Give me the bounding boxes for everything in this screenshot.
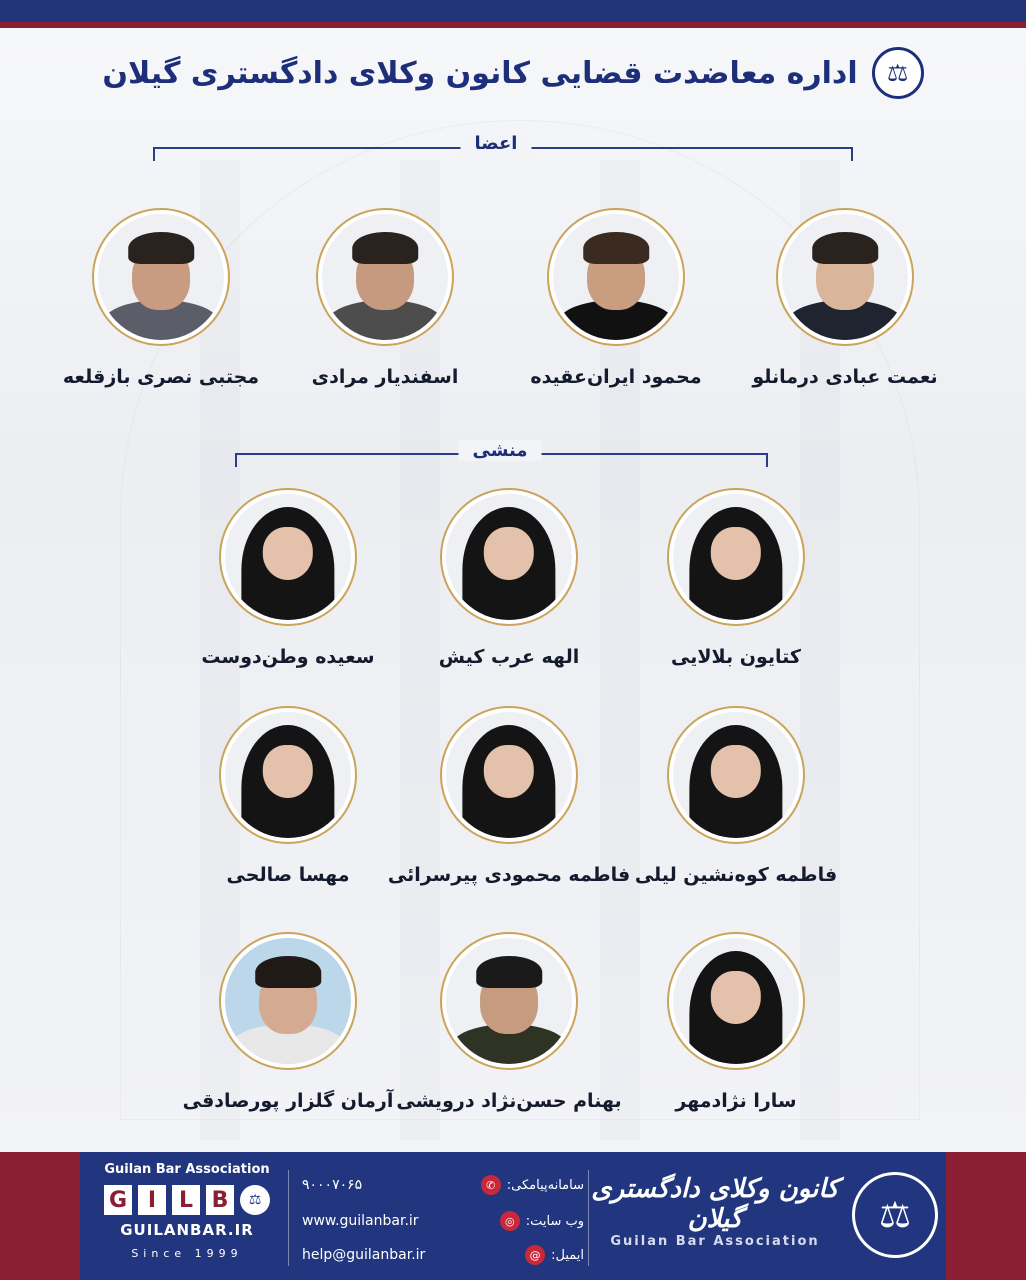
secretaries-label: منشی (458, 440, 541, 461)
page-header (0, 38, 1026, 108)
gilb-letter: I (138, 1185, 166, 1215)
member-name: اسفندیار مرادی (311, 366, 459, 388)
secretary-photo (667, 706, 805, 844)
secretary-photo (440, 932, 578, 1070)
members-label: اعضا (461, 133, 532, 154)
members-section-header (0, 130, 1026, 154)
email-value[interactable]: help@guilanbar.ir (302, 1247, 426, 1263)
member-name: مجتبی نصری بازقلعه (62, 366, 260, 388)
gilb-logo (92, 1185, 282, 1215)
secretary-card (178, 932, 398, 1112)
secretary-card (387, 706, 631, 886)
sms-value: ۹۰۰۰۷۰۶۵ (302, 1177, 363, 1193)
secretary-name: کتایون بلالایی (671, 646, 801, 668)
secretary-photo (667, 932, 805, 1070)
member-card (735, 208, 955, 388)
phone-icon: ✆ (481, 1175, 501, 1195)
secretary-name: بهنام حسن‌نژاد درویشی (396, 1090, 622, 1112)
member-photo (776, 208, 914, 346)
secretary-card (399, 488, 619, 668)
member-name: نعمت عبادی درمانلو (752, 366, 938, 388)
footer-logo-en: Guilan Bar Association (610, 1234, 820, 1249)
secretary-name: سارا نژادمهر (675, 1090, 797, 1112)
secretary-card (396, 932, 622, 1112)
member-photo (92, 208, 230, 346)
secretary-name: فاطمه محمودی پیرسرائی (387, 864, 631, 886)
secretary-card (178, 706, 398, 886)
globe-icon: ◎ (500, 1211, 520, 1231)
gilb-letter: L (172, 1185, 200, 1215)
top-navy-bar (0, 0, 1026, 22)
footer-since: Since 1999 (131, 1247, 243, 1260)
web-value[interactable]: www.guilanbar.ir (302, 1213, 419, 1229)
secretary-card (626, 932, 846, 1112)
at-icon: @ (525, 1245, 545, 1265)
web-label: وب سایت: (525, 1213, 584, 1229)
secretaries-section-header (0, 440, 1026, 460)
footer-logo-fa: کانون وکلای دادگستری گیلان (591, 1174, 839, 1234)
secretary-name: آرمان گلزار پورصادقی (182, 1090, 394, 1112)
small-emblem-icon: ⚖ (240, 1185, 270, 1215)
member-card (506, 208, 726, 388)
secretary-photo (440, 488, 578, 626)
contact-email (302, 1242, 584, 1268)
footer-site-short[interactable]: GUILANBAR.IR (120, 1221, 254, 1239)
bar-association-emblem-icon: ⚖ (872, 47, 924, 99)
footer (0, 1152, 1026, 1280)
secretary-photo (667, 488, 805, 626)
secretary-photo (219, 488, 357, 626)
secretary-photo (219, 932, 357, 1070)
member-photo (547, 208, 685, 346)
footer-brand-en: Guilan Bar Association (104, 1162, 270, 1177)
secretary-name: سعیده وطن‌دوست (201, 646, 375, 668)
secretary-card (626, 488, 846, 668)
member-photo (316, 208, 454, 346)
secretary-photo (440, 706, 578, 844)
secretary-name: الهه عرب کیش (438, 646, 580, 668)
email-label: ایمیل: (551, 1247, 584, 1263)
secretary-card (626, 706, 846, 886)
sms-label: سامانه‌پیامکی: (506, 1177, 584, 1193)
member-card (275, 208, 495, 388)
member-name: محمود ایران‌عقیده (530, 366, 702, 388)
top-maroon-stripe (0, 22, 1026, 28)
footer-emblem-icon: ⚖ (852, 1172, 938, 1258)
secretary-photo (219, 706, 357, 844)
secretary-name: فاطمه کوه‌نشین لیلی (634, 864, 838, 886)
page-title: اداره معاضدت قضایی کانون وکلای دادگستری گیلان (102, 55, 858, 91)
member-card (51, 208, 271, 388)
secretary-name: مهسا صالحی (226, 864, 350, 886)
footer-brand (92, 1162, 282, 1260)
footer-divider (288, 1170, 289, 1266)
gilb-letter: B (206, 1185, 234, 1215)
secretary-card (178, 488, 398, 668)
contact-sms (302, 1172, 584, 1198)
contact-web (302, 1208, 584, 1234)
gilb-letter: G (104, 1185, 132, 1215)
footer-divider (588, 1170, 589, 1266)
